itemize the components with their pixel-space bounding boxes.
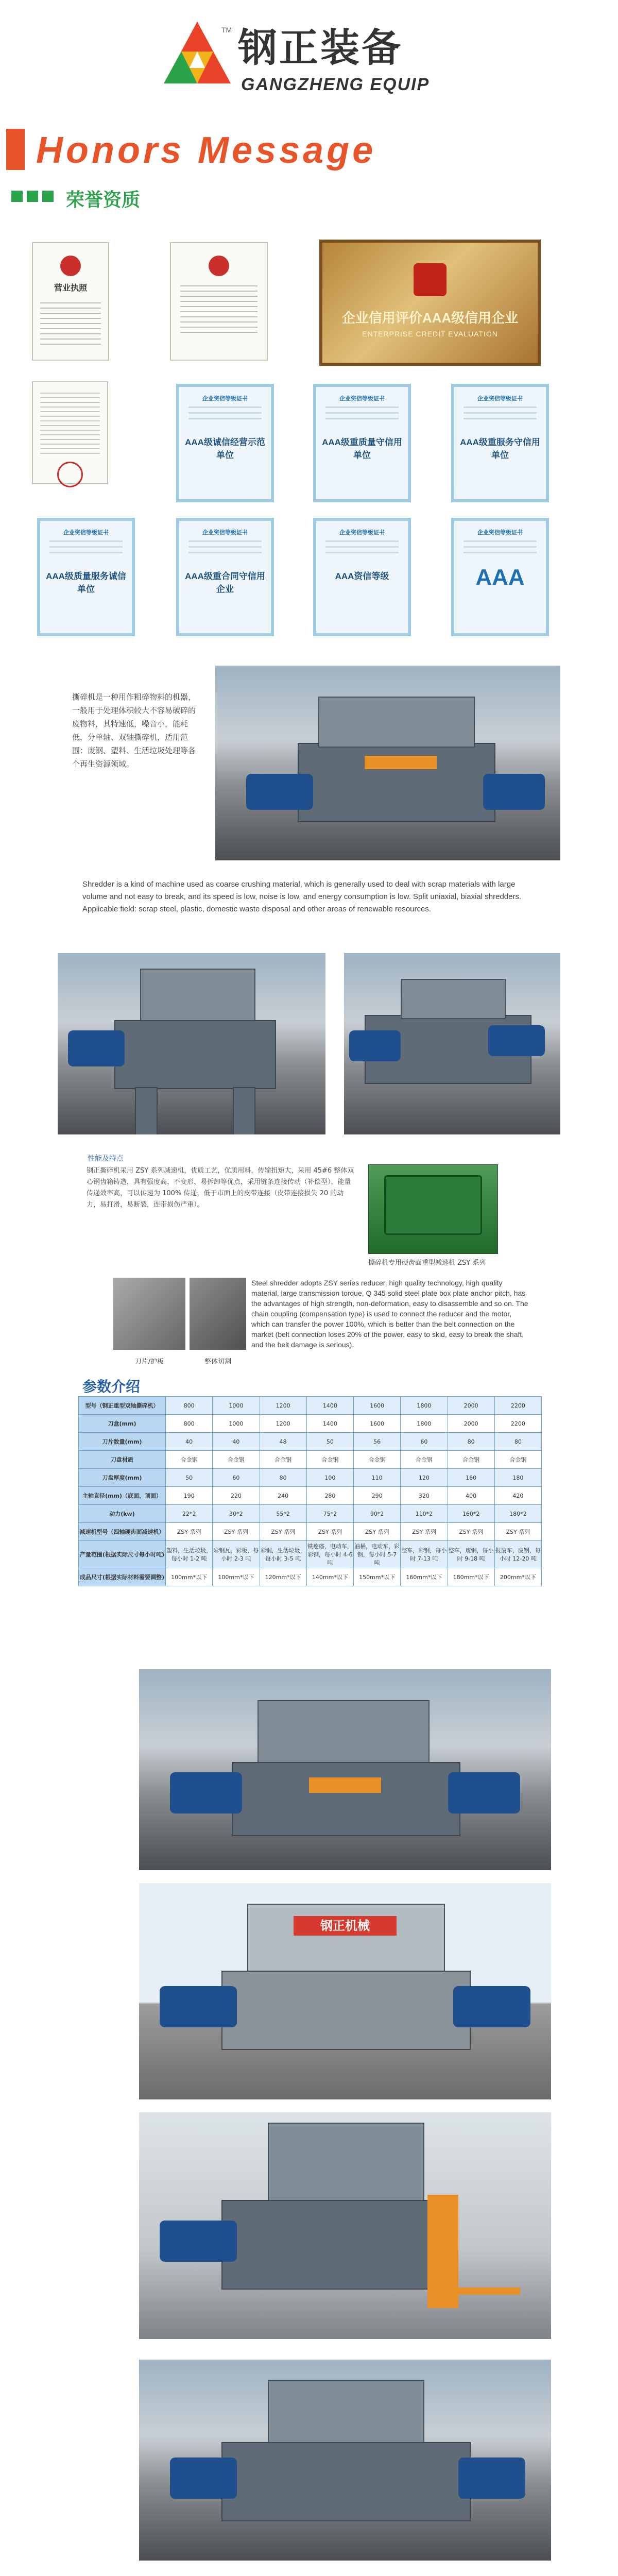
cert-name: AAA级质量服务诚信单位: [46, 571, 126, 594]
header-cell: 1600: [354, 1397, 401, 1415]
header-cell: 2000: [448, 1397, 494, 1415]
table-cell: 40: [166, 1433, 213, 1451]
credit-cert-4: [37, 518, 135, 636]
table-cell: 120: [401, 1469, 448, 1487]
features-text-cn: 钢正撕碎机采用 ZSY 系列减速机，优质工艺，优质用料，传输扭矩大，采用 45#6 整体双心钢齿箱铸造，具有强度高、不变形、易拆卸等优点，采用链条连接传动（补偿型），能量传递效率高，可以传递为 100% 传递，低于市面上的皮带连接（皮带连接损失 20 的动力，易打滑，易断裂，连带损伤严重）。: [87, 1167, 354, 1209]
table-cell: 48: [260, 1433, 306, 1451]
table-cell: 50: [306, 1433, 353, 1451]
table-cell: 1800: [401, 1415, 448, 1433]
table-cell: 110*2: [401, 1505, 448, 1523]
row-label-cell: 刀盘厚度(mm): [79, 1469, 166, 1487]
table-row: [79, 1487, 542, 1505]
table-cell: 铁疙瘩，电动车，彩钢，每小时 4-6 吨: [306, 1541, 353, 1568]
table-row: [79, 1415, 542, 1433]
credit-cert-7: [451, 518, 549, 636]
credit-cert-3: [451, 384, 549, 502]
cert-name: AAA级诚信经营示范单位: [185, 437, 265, 460]
brand-logo: [164, 22, 231, 83]
cert-label: 营业执照: [54, 283, 87, 293]
table-cell: 塑料，生活垃圾，每小时 1-2 吨: [166, 1541, 213, 1568]
table-cell: 1200: [260, 1415, 306, 1433]
cutting-photo: [190, 1278, 246, 1350]
blade-caption: 刀片/护板: [134, 1358, 164, 1366]
table-cell: ZSY 系列: [260, 1523, 306, 1541]
table-cell: 56: [354, 1433, 401, 1451]
table-row: [79, 1505, 542, 1523]
row-label-cell: 主轴直径(mm)（底面、顶面）: [79, 1487, 166, 1505]
table-cell: 整车，废钢，每小时 9-18 吨: [448, 1541, 494, 1568]
table-cell: 220: [213, 1487, 260, 1505]
table-cell: 22*2: [166, 1505, 213, 1523]
table-cell: 400: [448, 1487, 494, 1505]
table-cell: 80: [494, 1433, 541, 1451]
table-cell: 120mm*以下: [260, 1568, 306, 1586]
table-cell: 160*2: [448, 1505, 494, 1523]
table-cell: 280: [306, 1487, 353, 1505]
cert-name: AAA级重质量守信用单位: [322, 437, 402, 460]
table-cell: 180mm*以下: [448, 1568, 494, 1586]
table-cell: 合金钢: [213, 1451, 260, 1469]
table-cell: 290: [354, 1487, 401, 1505]
cutting-caption: 整体切割: [204, 1358, 231, 1366]
table-cell: 合金钢: [354, 1451, 401, 1469]
table-cell: 40: [213, 1433, 260, 1451]
params-title: 参数介绍: [82, 1378, 141, 1395]
shredder-photo-large-2: [139, 1883, 551, 2099]
params-table: [78, 1396, 542, 1586]
row-label-cell: 产量范围(根据实际尺寸每小时吨): [79, 1541, 166, 1568]
row-label-cell: 动力(kw): [79, 1505, 166, 1523]
table-cell: 240: [260, 1487, 306, 1505]
cert-header: 企业资信等级证书: [202, 530, 248, 536]
plaque-subtitle: ENTERPRISE CREDIT EVALUATION: [362, 330, 498, 338]
table-cell: 油桶，电动车，彩钢，每小时 5-7 吨: [354, 1541, 401, 1568]
table-cell: 1000: [213, 1415, 260, 1433]
cert-header: 企业资信等级证书: [339, 396, 385, 402]
table-header-row: [79, 1397, 542, 1415]
table-cell: 100mm*以下: [213, 1568, 260, 1586]
table-cell: 160: [448, 1469, 494, 1487]
table-row: [79, 1451, 542, 1469]
table-cell: 190: [166, 1487, 213, 1505]
header-cell: 1000: [213, 1397, 260, 1415]
table-cell: 2000: [448, 1415, 494, 1433]
shredder-photo-left: [58, 953, 325, 1134]
cert-name: AAA资信等级: [335, 571, 389, 581]
cert-header: 企业资信等级证书: [63, 530, 109, 536]
credit-cert-6: [313, 518, 411, 636]
green-square-icon: [11, 191, 23, 202]
plaque-title: 企业信用评价AAA级信用企业: [341, 310, 519, 326]
table-cell: 合金钢: [306, 1451, 353, 1469]
table-cell: ZSY 系列: [213, 1523, 260, 1541]
table-cell: 80: [260, 1469, 306, 1487]
intro-text-cn: 撕碎机是一种用作粗碎物料的机器，一般用于处理体积较大不容易破碎的废物料，其特速低，噪音小，能耗低，分单轴、双轴撕碎机，适用范围：废钢、塑料、生活垃圾处理等各个再生资源领域。: [72, 692, 196, 769]
table-cell: 320: [401, 1487, 448, 1505]
table-cell: 合金钢: [448, 1451, 494, 1469]
table-cell: ZSY 系列: [166, 1523, 213, 1541]
shredder-photo-right: [344, 953, 560, 1134]
features-text-en: Steel shredder adopts ZSY series reducer, high quality technology, high quality material, large transmission torque, Q 345 solid steel plate box plate anchor pitch, has the advantages of high strength, non-deformation, easy to disassemble and so on. The chain coupling (compensation type) is used to connect the reducer and the motor, which can transfer the power 100%, which is better than the belt connection on the market (belt connection loses 20% of the power, easy to skid, easy to break the shaft, and the belt damage is serious).: [251, 1279, 528, 1349]
cert-header: 企业资信等级证书: [339, 530, 385, 536]
table-cell: 合金钢: [166, 1451, 213, 1469]
table-cell: ZSY 系列: [306, 1523, 353, 1541]
table-cell: 160mm*以下: [401, 1568, 448, 1586]
table-cell: 90*2: [354, 1505, 401, 1523]
reducer-photo: [368, 1164, 498, 1254]
row-label-cell: 减速机型号（四轴硬齿面减速机）: [79, 1523, 166, 1541]
credit-cert-1: [176, 384, 274, 502]
table-cell: 180: [494, 1469, 541, 1487]
brand-name-cn: 钢正装备: [238, 25, 403, 71]
table-cell: 合金钢: [494, 1451, 541, 1469]
table-cell: 报废车，废钢，每小时 12-20 吨: [494, 1541, 541, 1568]
table-cell: 150mm*以下: [354, 1568, 401, 1586]
cert-header: 企业资信等级证书: [477, 396, 523, 402]
table-cell: ZSY 系列: [354, 1523, 401, 1541]
honors-accent-bar: [6, 129, 25, 170]
table-cell: 200mm*以下: [494, 1568, 541, 1586]
row-label-cell: 成品尺寸(根据实际材料需要调整): [79, 1568, 166, 1586]
table-cell: 800: [166, 1415, 213, 1433]
credit-cert-5: [176, 518, 274, 636]
table-cell: 彩钢瓦，彩板，每小时 2-3 吨: [213, 1541, 260, 1568]
table-row: [79, 1568, 542, 1586]
license-cert: [170, 242, 268, 361]
cert-name: AAA级重合同守信用企业: [185, 571, 265, 594]
table-cell: 合金钢: [401, 1451, 448, 1469]
table-cell: ZSY 系列: [494, 1523, 541, 1541]
table-cell: 30*2: [213, 1505, 260, 1523]
row-label-cell: 刀片数量(mm): [79, 1433, 166, 1451]
table-cell: 60: [401, 1433, 448, 1451]
table-cell: 合金钢: [260, 1451, 306, 1469]
table-cell: 1400: [306, 1415, 353, 1433]
cert-name: AAA级重服务守信用单位: [460, 437, 540, 460]
honors-subtitle: 荣誉资质: [66, 189, 141, 210]
business-license-cert: [32, 242, 109, 361]
reducer-caption: 撕碎机专用硬齿面重型减速机 ZSY 系列: [368, 1259, 486, 1267]
table-cell: 60: [213, 1469, 260, 1487]
brand-plate: 钢正机械: [294, 1916, 397, 1936]
table-cell: 1600: [354, 1415, 401, 1433]
header-cell: 型号（钢正重型双轴撕碎机）: [79, 1397, 166, 1415]
seal-icon: [414, 263, 447, 296]
brand-name-en: GANGZHENG EQUIP: [241, 75, 430, 94]
header-cell: 800: [166, 1397, 213, 1415]
intro-text-en: Shredder is a kind of machine used as coarse crushing material, which is generally used to deal with scrap materials with large volume and not easy to break, and its speed is low, noise is low, and energy consumption is low. Split uniaxial, biaxial shredders. Applicable field: scrap steel, plastic, domestic waste disposal and other areas of renewable resources.: [82, 880, 522, 913]
trademark-mark: TM: [221, 26, 232, 34]
features-title: 性能及特点: [88, 1155, 124, 1163]
cert-header: 企业资信等级证书: [477, 530, 523, 536]
table-cell: 420: [494, 1487, 541, 1505]
header-cell: 1800: [401, 1397, 448, 1415]
cert-header: 企业资信等级证书: [202, 396, 248, 402]
credit-evaluation-plaque: [319, 240, 541, 366]
cert-name: AAA: [475, 565, 525, 590]
table-cell: 80: [448, 1433, 494, 1451]
table-cell: 50: [166, 1469, 213, 1487]
table-cell: 100: [306, 1469, 353, 1487]
green-square-icon: [42, 191, 54, 202]
table-row: [79, 1469, 542, 1487]
table-cell: 180*2: [494, 1505, 541, 1523]
table-cell: 75*2: [306, 1505, 353, 1523]
table-cell: 2200: [494, 1415, 541, 1433]
table-cell: ZSY 系列: [448, 1523, 494, 1541]
header-cell: 1200: [260, 1397, 306, 1415]
shredder-photo-large-3: [139, 2112, 551, 2339]
row-label-cell: 刀盒(mm): [79, 1415, 166, 1433]
credit-cert-2: [313, 384, 411, 502]
header-cell: 2200: [494, 1397, 541, 1415]
table-cell: 55*2: [260, 1505, 306, 1523]
table-cell: 110: [354, 1469, 401, 1487]
table-cell: 彩钢，生活垃圾，每小时 3-5 吨: [260, 1541, 306, 1568]
table-row: [79, 1541, 542, 1568]
green-square-icon: [27, 191, 38, 202]
shredder-photo-large-4: [139, 2360, 551, 2561]
table-cell: ZSY 系列: [401, 1523, 448, 1541]
table-row: [79, 1433, 542, 1451]
blade-photo: [113, 1278, 185, 1350]
table-row: [79, 1523, 542, 1541]
table-cell: 140mm*以下: [306, 1568, 353, 1586]
shredder-photo-large-1: [139, 1669, 551, 1870]
shredder-photo-intro: [215, 666, 560, 860]
table-cell: 100mm*以下: [166, 1568, 213, 1586]
document-cert: [32, 381, 108, 484]
row-label-cell: 刀盘材质: [79, 1451, 166, 1469]
honors-title: Honors Message: [36, 130, 376, 171]
header-cell: 1400: [306, 1397, 353, 1415]
table-cell: 整车，彩钢，每小时 7-13 吨: [401, 1541, 448, 1568]
